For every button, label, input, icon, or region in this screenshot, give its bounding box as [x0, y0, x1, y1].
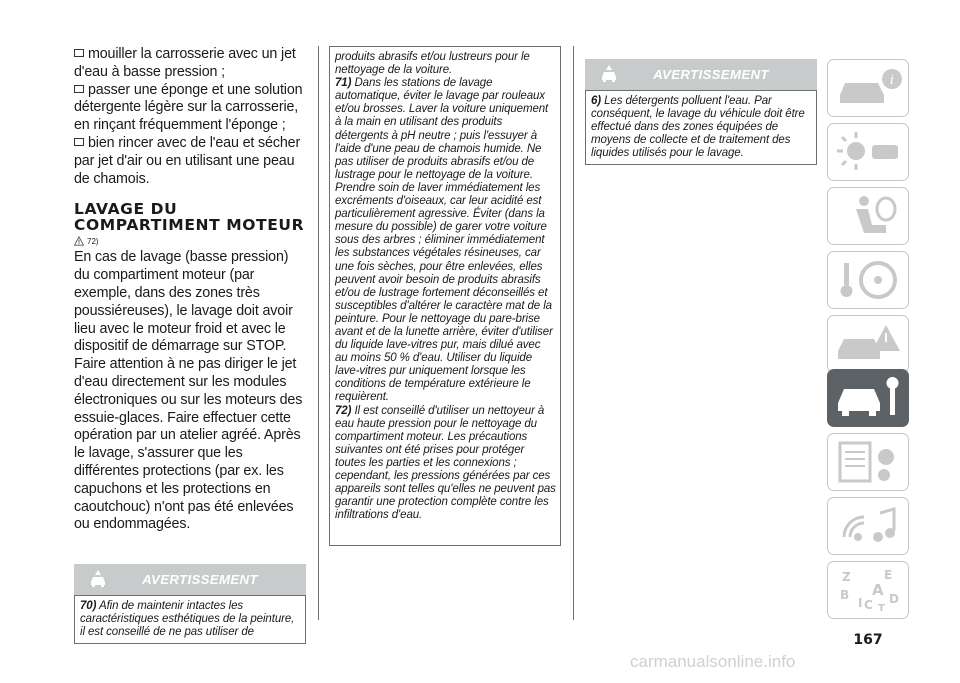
checkbox-bullet-icon [74, 138, 84, 146]
warning-text: Dans les stations de lavage automatique, éviter le lavage par rouleaux et/ou brosses. Laver la voiture uniquement à la main en utilisant des produits détergents à pH neutre ; puis l'essuyer à l'aide d'une peau de chamois humide. Ne pas utiliser de produits abrasifs et/ou de lustrage pour le nettoyage de la voiture. Prendre soin de laver immédiatement les excréments d'oiseaux, car leur acidité est particulièrement agressive. Éviter (dans la mesure du possible) de garer votre voiture sous des arbres ; éliminer immédiatement les substances végétales résineuses, car une fois sèches, pour être enlevées, elles peuvent avoir besoin de produits abrasifs et/ou de lustrage fortement déconseillés et susceptibles d'altérer le caractère mat de la peinture. Pour le nettoyage du pare-brise avant et de la lunette arrière, éviter d'utiliser du liquide lave-vitres pur, mais dilué avec au moins 50 % d'eau. Utiliser du liquide lave-vitres pur uniquement lorsque les conditions de température extérieure le requièrent. [335, 77, 553, 404]
dashboard-lights-icon [834, 129, 904, 175]
spec-list-gears-icon [834, 439, 904, 485]
warning-text: Les détergents polluent l'eau. Par conséquent, le lavage du véhicule doit être effectué dans des zones équipées de moyens de collecte et de traitement des liquides utilisés pour le lavage. [591, 95, 805, 160]
car-info-icon [834, 65, 904, 111]
checkbox-bullet-icon [74, 49, 84, 57]
warning-header [585, 59, 817, 90]
column-2 [329, 46, 561, 546]
warning-triangle-icon [74, 236, 84, 246]
svg-text:A: A [872, 581, 884, 599]
list-item: mouiller la carrosserie avec un jet d'eau à basse pression ; [74, 46, 296, 80]
checkbox-bullet-icon [74, 85, 84, 93]
warning-box-continued [329, 46, 561, 546]
warning-item [335, 405, 556, 523]
svg-text:Z: Z [842, 570, 851, 584]
tab-technical-data[interactable] [827, 433, 909, 491]
svg-text:I: I [858, 596, 863, 610]
warning-box [585, 90, 817, 165]
warning-box [74, 595, 306, 644]
footer-watermark: carmanualsonline.info [630, 652, 796, 671]
tab-starting-driving[interactable] [827, 251, 909, 309]
tab-index[interactable] [827, 561, 909, 619]
list-item: passer une éponge et une solution détergente légère sur la carrosserie, en rinçant fréquemment l'éponge ; [74, 81, 303, 134]
note-number: 6) [591, 95, 602, 107]
seat-airbag-icon [834, 193, 904, 239]
svg-text:E: E [884, 568, 893, 582]
column-divider [318, 46, 319, 620]
tab-multimedia[interactable] [827, 497, 909, 555]
column-3 [585, 59, 817, 165]
warning-text: Il est conseillé d'utiliser un nettoyeur à eau haute pression pour le nettoyage du compartiment moteur. Les précautions suivantes ont été prises pour protéger toutes les parties et les connexions ; cependant, les pressions générées par ces appareils sont telles qu'elles ne peuvent pas garantir une protection complète contre les infiltrations d'eau. [335, 404, 556, 522]
tab-dashboard[interactable] [827, 123, 909, 181]
svg-text:i: i [889, 73, 895, 88]
multimedia-music-icon [834, 503, 904, 549]
car-wrench-icon [834, 375, 904, 421]
warning-reference: 72) [74, 236, 306, 246]
warning-title: AVERTISSEMENT [653, 67, 769, 82]
warning-text: produits abrasifs et/ou lustreurs pour le nettoyage de la voiture. [335, 51, 530, 77]
warning-title: AVERTISSEMENT [142, 572, 258, 588]
column-divider [573, 46, 574, 620]
tab-safety[interactable] [827, 187, 909, 245]
key-steering-wheel-icon [834, 257, 904, 303]
warning-header [74, 564, 306, 595]
alphabetical-index-icon [834, 567, 904, 613]
svg-text:B: B [840, 588, 850, 602]
tab-knowing-your-car[interactable] [827, 59, 909, 117]
tab-maintenance-active[interactable] [827, 369, 909, 427]
page-number: 167 [853, 632, 883, 648]
list-item: bien rincer avec de l'eau et sécher par jet d'air ou en utilisant une peau de chamois. [74, 134, 301, 187]
bullet-list [74, 46, 306, 188]
svg-text:D: D [889, 592, 899, 606]
column-1 [74, 46, 306, 644]
warning-item [335, 77, 556, 404]
note-number: 71) [335, 77, 352, 90]
body-paragraph: En cas de lavage (basse pression) du compartiment moteur (par exemple, dans des zones très poussiéreuses), le lavage doit avoir lieu avec le moteur froid et avec le dispositif de démarrage sur STOP. Faire attention à ne pas diriger le jet d'eau directement sur les modules électroniques ou sur les moteurs des essuie-glaces. Faire effectuer cette opération par un atelier agréé. Après le lavage, s'assurer que les différentes protections (par ex. les capuchons et les protections en caoutchouc) n'ont pas été enlevées ou endommagées. [74, 249, 303, 533]
car-warning-icon [834, 321, 904, 367]
svg-text:T: T [878, 603, 885, 613]
car-warning-small-icon [599, 64, 619, 84]
section-heading: LAVAGE DU COMPARTIMENT MOTEUR [74, 200, 305, 235]
car-warning-small-icon [88, 569, 108, 589]
note-number: 70) [80, 600, 97, 613]
tab-emergency[interactable] [827, 315, 909, 373]
svg-text:C: C [864, 598, 873, 612]
warning-text: Afin de maintenir intactes les caractéristiques esthétiques de la peinture, il est conseillé de ne pas utiliser de [80, 600, 295, 639]
note-number: 72) [335, 404, 352, 417]
